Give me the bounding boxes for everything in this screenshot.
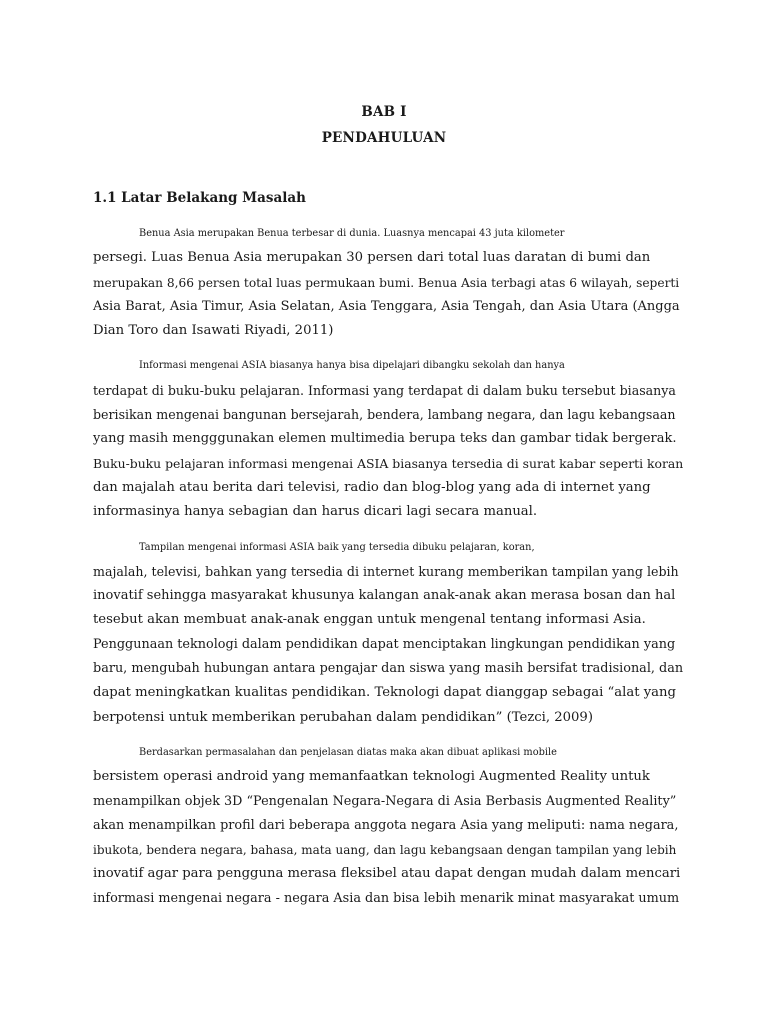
paragraph bbox=[93, 354, 683, 524]
chapter-title: PENDAHULUAN bbox=[321, 130, 447, 146]
paragraph-line: informasi mengenai negara - negara Asia dan bisa lebih menarik minat masyarakat umum bbox=[93, 890, 680, 906]
paragraph-line: bersistem operasi android yang memanfaatkan teknologi Augmented Reality untuk bbox=[93, 769, 650, 785]
paragraph-line: informasinya hanya sebagian dan harus dicari lagi secara manual. bbox=[93, 504, 538, 520]
paragraph-line: Penggunaan teknologi dalam pendidikan dapat menciptakan lingkungan pendidikan yang bbox=[93, 636, 676, 652]
paragraph-line: Buku-buku pelajaran informasi mengenai ASIA biasanya tersedia di surat kabar seperti koran bbox=[93, 455, 684, 471]
paragraph-line: persegi. Luas Benua Asia merupakan 30 persen dari total luas daratan di bumi dan bbox=[93, 250, 651, 266]
paragraph bbox=[93, 222, 683, 343]
paragraph-line: tesebut akan membuat anak-anak enggan untuk mengenal tentang informasi Asia. bbox=[93, 612, 646, 628]
paragraph-line: ibukota, bendera negara, bahasa, mata uang, dan lagu kebangsaan dengan tampilan yang lebih bbox=[93, 843, 677, 858]
paragraph-line: inovatif sehingga masyarakat khusunya kalangan anak-anak akan merasa bosan dan hal bbox=[93, 588, 676, 604]
paragraph-line: terdapat di buku-buku pelajaran. Informasi yang terdapat di dalam buku tersebut biasanya bbox=[93, 382, 676, 398]
paragraph-line: majalah, televisi, bahkan yang tersedia di internet kurang memberikan tampilan yang lebih bbox=[93, 563, 679, 579]
paragraph-line: Benua Asia merupakan Benua terbesar di dunia. Luasnya mencapai 43 juta kilometer bbox=[139, 228, 565, 239]
paragraph-line: Informasi mengenai ASIA biasanya hanya bisa dipelajari dibangku sekolah dan hanya bbox=[139, 360, 565, 372]
paragraph-line: Asia Barat, Asia Timur, Asia Selatan, Asia Tenggara, Asia Tengah, dan Asia Utara (Angga bbox=[93, 298, 680, 314]
paragraph-line: dapat meningkatkan kualitas pendidikan. Teknologi dapat dianggap sebagai “alat yang bbox=[93, 685, 676, 701]
paragraph-line: Tampilan mengenai informasi ASIA baik yang tersedia dibuku pelajaran, koran, bbox=[139, 541, 535, 553]
paragraph-line: baru, mengubah hubungan antara pengajar dan siswa yang masih bersifat tradisional, dan bbox=[93, 661, 684, 677]
section-heading: 1.1 Latar Belakang Masalah bbox=[93, 190, 306, 206]
paragraph-line: Dian Toro dan Isawati Riyadi, 2011) bbox=[93, 323, 334, 339]
paragraph-line: inovatif agar para pengguna merasa fleksibel atau dapat dengan mudah dalam mencari bbox=[93, 866, 681, 882]
paragraph-line: akan menampilkan profil dari beberapa anggota negara Asia yang meliputi: nama negara, bbox=[93, 817, 679, 833]
paragraph bbox=[93, 741, 683, 911]
paragraph-line: Berdasarkan permasalahan dan penjelasan diatas maka akan dibuat aplikasi mobile bbox=[139, 746, 557, 758]
chapter-number: BAB I bbox=[361, 104, 407, 120]
body-text bbox=[93, 222, 683, 922]
paragraph-line: dan majalah atau berita dari televisi, radio dan blog-blog yang ada di internet yang bbox=[93, 479, 651, 495]
paragraph-line: merupakan 8,66 persen total luas permukaan bumi. Benua Asia terbagi atas 6 wilayah, seperti bbox=[93, 275, 680, 290]
paragraph-line: yang masih mengggunakan elemen multimedia berupa teks dan gambar tidak bergerak. bbox=[93, 431, 677, 447]
paragraph bbox=[93, 536, 683, 730]
paragraph-line: berisikan mengenai bangunan bersejarah, bendera, lambang negara, dan lagu kebangsaan bbox=[93, 407, 676, 423]
paragraph-line: menampilkan objek 3D “Pengenalan Negara-Negara di Asia Berbasis Augmented Reality” bbox=[93, 793, 677, 809]
paragraph-line: berpotensi untuk memberikan perubahan dalam pendidikan” (Tezci, 2009) bbox=[93, 709, 593, 725]
